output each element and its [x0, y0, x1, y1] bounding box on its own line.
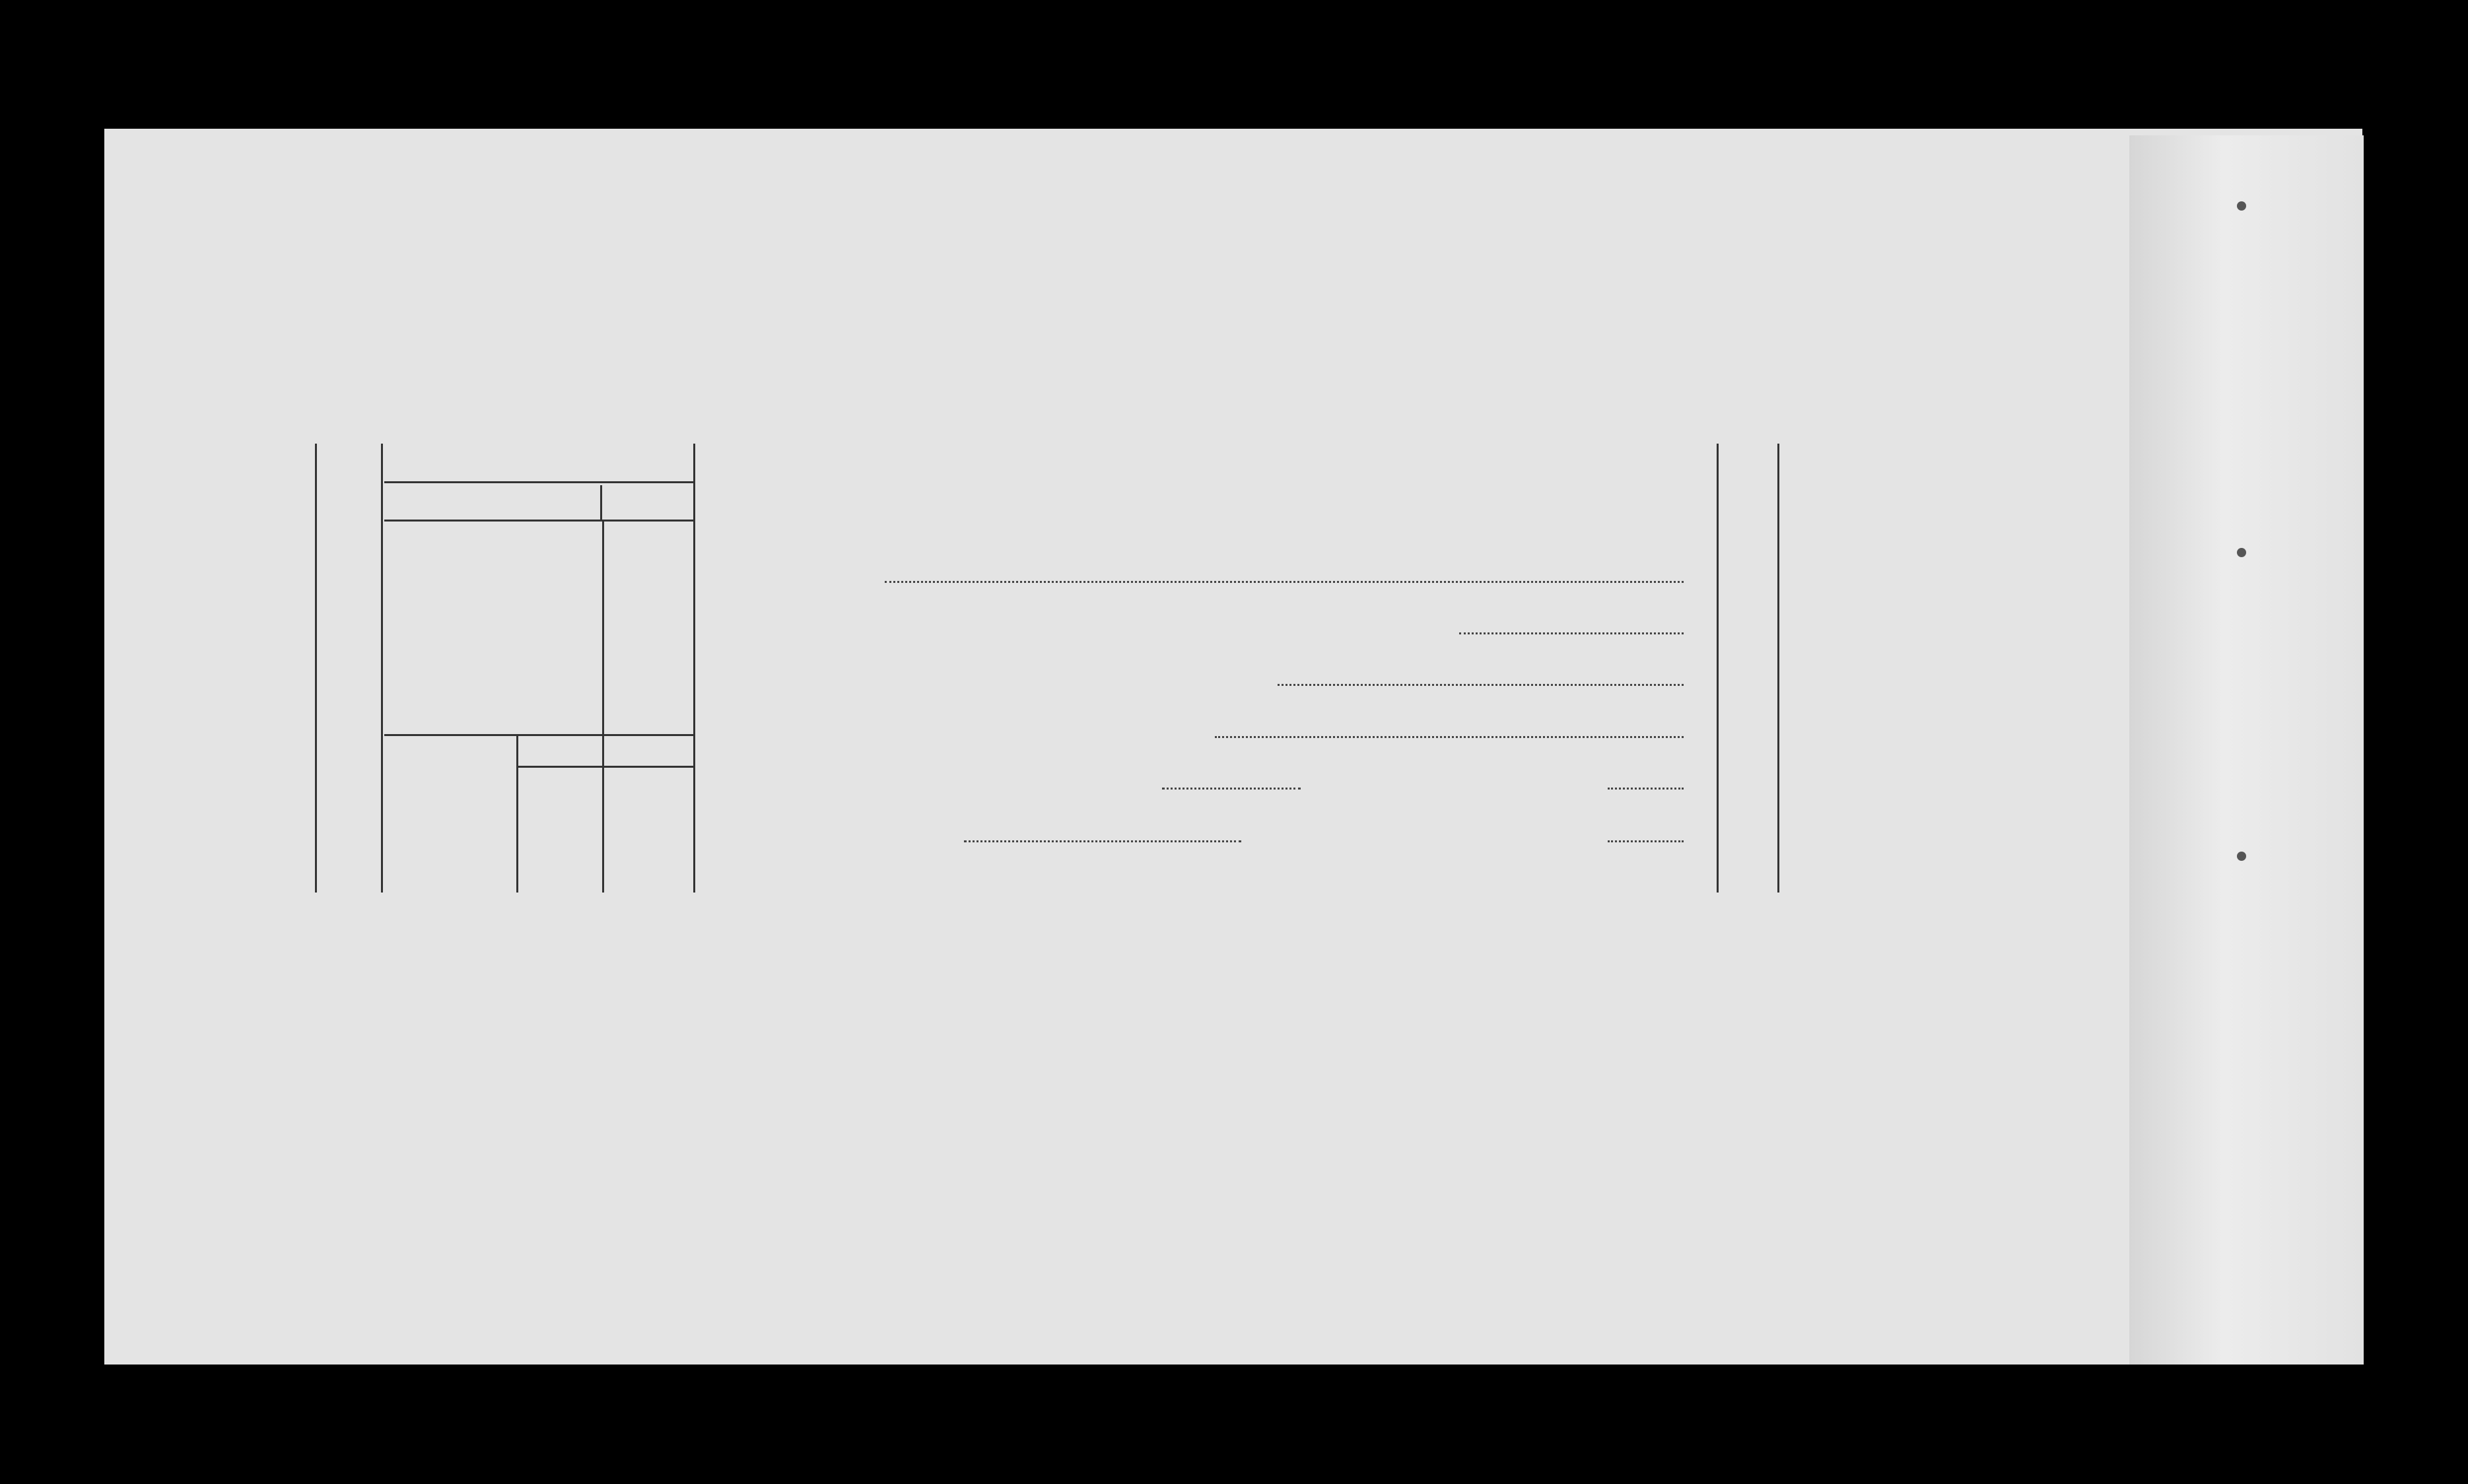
binding-hole [2237, 852, 2246, 861]
fill-line [1215, 736, 1684, 738]
has-divider [516, 734, 518, 893]
fill-line [964, 840, 1241, 842]
hired-workers-block [178, 444, 317, 893]
fill-line [1162, 788, 1301, 790]
fill-line [885, 581, 1684, 583]
hired-workers-caption-cell [317, 444, 383, 893]
fill-line [1608, 840, 1684, 842]
trade-qty-header [602, 485, 693, 522]
trade-bottom-line [384, 734, 693, 736]
has-header-line [516, 766, 693, 768]
population-caption-cell [1719, 444, 1779, 893]
paper-stack-edge [2129, 135, 2364, 1365]
trade-col-divider [602, 522, 604, 734]
trade-name-header [384, 485, 602, 522]
binding-hole [2237, 548, 2246, 557]
fill-line [1608, 788, 1684, 790]
fill-line [1459, 632, 1684, 634]
private-farms-box [695, 444, 1719, 893]
trade-title [384, 444, 693, 483]
binding-hole [2237, 201, 2246, 211]
fill-line [1278, 684, 1684, 686]
has-divider [602, 734, 604, 893]
